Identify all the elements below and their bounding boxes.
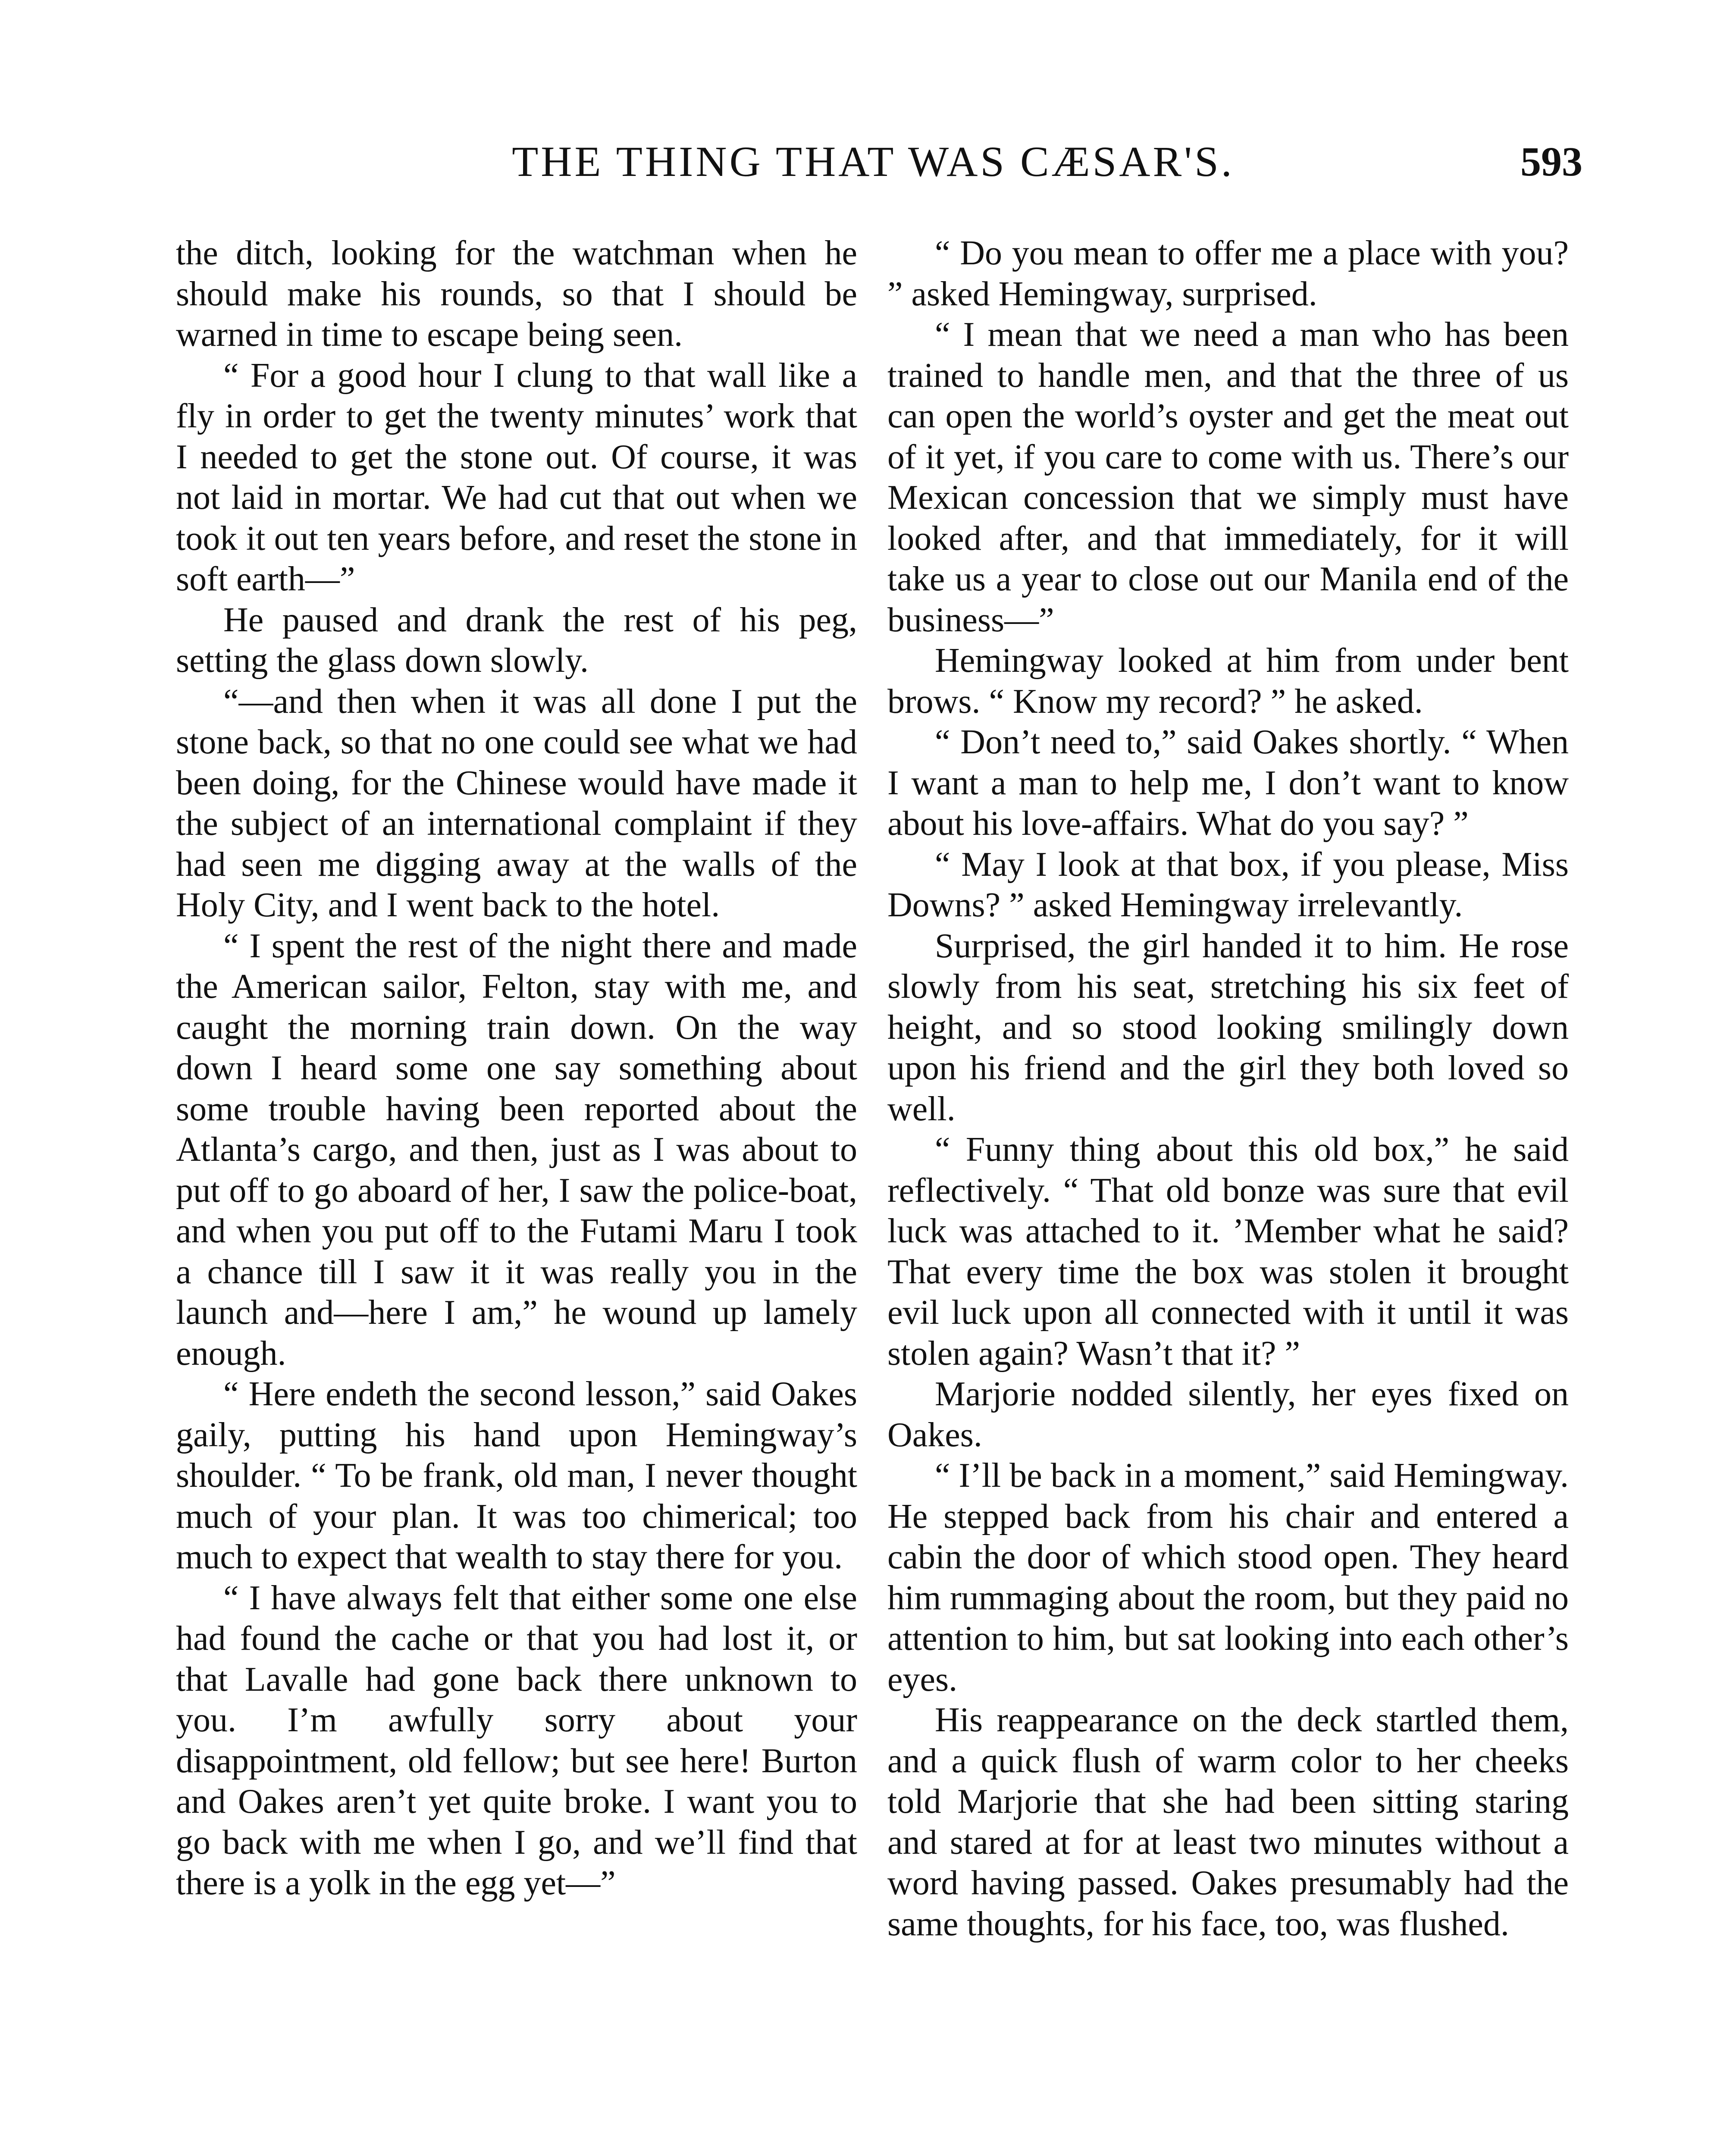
paragraph: “—and then when it was all done I put the stone back, so that no one could see what we had been doing, for the Chinese would have made it the subject of an international complaint if they had seen me digging away at the walls of the Holy City, and I went back to the hotel. [176,682,857,924]
running-head [164,129,1583,194]
paragraph: “ For a good hour I clung to that wall like a fly in order to get the twenty minutes’ work that I needed to get the stone out. Of course, it was not laid in mortar. We had cut that out when we took it out ten years before, and reset the stone in soft earth—” [176,356,857,598]
running-title: THE THING THAT WAS CÆSAR'S. [512,138,1235,185]
paragraph: His reappearance on the deck startled them, and a quick flush of warm color to her cheeks told Marjorie that she had been sitting staring and stared at for at least two minutes without a word having passed. Oakes presumably had the same thoughts, for his face, too, was flushed. [887,1701,1569,1943]
right-column [887,233,1569,1944]
paragraph: “ May I look at that box, if you please, Miss Downs? ” asked Hemingway irrelevantly. [887,845,1569,924]
paragraph: “ I’ll be back in a moment,” said Hemingway. He stepped back from his chair and entered a cabin the door of which stood open. They heard him rummaging about the room, but they paid no attention to him, but sat looking into each other’s eyes. [887,1457,1569,1698]
paragraph: Surprised, the girl handed it to him. He rose slowly from his seat, stretching his six feet of height, and so stood looking smilingly down upon his friend and the girl they both loved so well. [887,927,1569,1128]
paragraph: “ I spent the rest of the night there and made the American sailor, Felton, stay with me, and caught the morning train down. On the way down I heard some one say something about some trouble having been reported about the Atlanta’s cargo, and then, just as I was about to put off to go aboard of her, I saw the police-boat, and when you put off to the Futami Maru I took a chance till I saw it it was really you in the launch and—here I am,” he wound up lamely enough. [176,927,857,1373]
paragraph: He paused and drank the rest of his peg, setting the glass down slowly. [176,601,857,680]
left-column [176,233,857,1904]
page-number: 593 [1520,138,1583,185]
paragraph: “ Funny thing about this old box,” he said reflectively. “ That old bonze was sure that evil luck was attached to it. ’Member what he said? That every time the box was stolen it brought evil luck upon all connected with it until it was stolen again? Wasn’t that it? ” [887,1131,1569,1373]
paragraph: “ I mean that we need a man who has been trained to handle men, and that the three of us can open the world’s oyster and get the meat out of it yet, if you care to come with us. There’s our Mexican concession that we simply must have looked after, and that immediately, for it will take us a year to close out our Manila end of the business—” [887,316,1569,639]
paragraph: Marjorie nodded silently, her eyes fixed on Oakes. [887,1375,1569,1454]
paragraph: the ditch, looking for the watchman when he should make his rounds, so that I should be warned in time to escape being seen. [176,234,857,354]
paragraph: “ Do you mean to offer me a place with you? ” asked Hemingway, surprised. [887,234,1569,313]
paragraph: “ Don’t need to,” said Oakes shortly. “ When I want a man to help me, I don’t want to know about his love-affairs. What do you say? ” [887,723,1569,843]
paragraph: Hemingway looked at him from under bent brows. “ Know my record? ” he asked. [887,642,1569,721]
paragraph: “ Here endeth the second lesson,” said Oakes gaily, putting his hand upon Hemingway’s shoulder. “ To be frank, old man, I never thought much of your plan. It was too chimerical; too much to expect that wealth to stay there for you. [176,1375,857,1576]
paragraph: “ I have always felt that either some one else had found the cache or that you had lost it, or that Lavalle had gone back there unknown to you. I’m awfully sorry about your disappointment, old fellow; but see here! Burton and Oakes aren’t yet quite broke. I want you to go back with me when I go, and we’ll find that there is a yolk in the egg yet—” [176,1579,857,1902]
